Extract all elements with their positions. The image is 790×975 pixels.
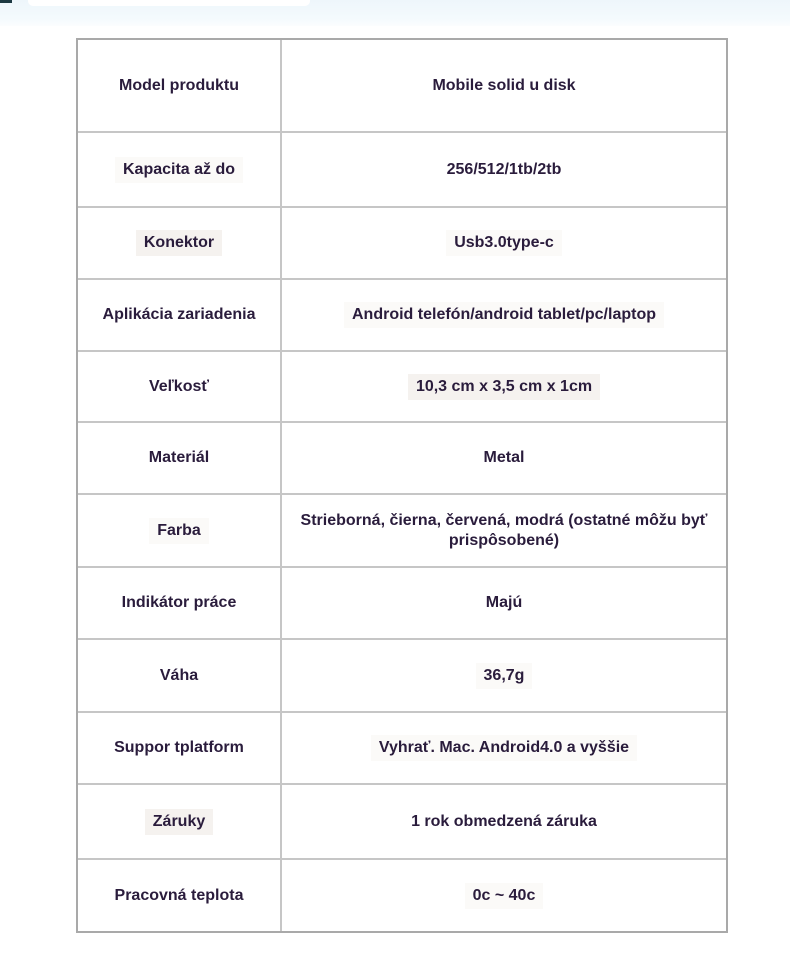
- spec-label: Materiál: [148, 449, 210, 466]
- spec-label: Záruky: [145, 809, 213, 835]
- spec-value: 10,3 cm x 3,5 cm x 1cm: [408, 374, 600, 400]
- spec-value-cell: [282, 713, 726, 785]
- spec-label: Kapacita až do: [115, 157, 243, 183]
- spec-label: Veľkosť: [148, 377, 210, 395]
- spec-label-cell: [78, 40, 282, 133]
- spec-label-cell: [78, 495, 282, 568]
- spec-value: 36,7g: [476, 663, 533, 689]
- spec-label: Pracovná teplota: [114, 886, 244, 904]
- spec-label-cell: [78, 208, 282, 280]
- spec-value-cell: [282, 208, 726, 280]
- spec-label: Konektor: [136, 230, 222, 256]
- spec-value: 256/512/1tb/2tb: [446, 160, 562, 178]
- spec-label-cell: [78, 568, 282, 640]
- spec-label-cell: [78, 640, 282, 713]
- spec-value-cell: [282, 785, 726, 860]
- spec-value-cell: [282, 280, 726, 352]
- spec-value-cell: [282, 40, 726, 133]
- spec-value: Android telefón/android tablet/pc/laptop: [344, 302, 664, 328]
- spec-value-cell: [282, 423, 726, 495]
- header-tab-shape: [28, 0, 310, 6]
- spec-value-cell: [282, 352, 726, 423]
- spec-label-cell: [78, 713, 282, 785]
- spec-label-cell: [78, 352, 282, 423]
- product-spec-table: [76, 38, 728, 933]
- spec-value: 0c ~ 40c: [465, 883, 544, 909]
- spec-value-cell: [282, 860, 726, 931]
- spec-value-cell: [282, 640, 726, 713]
- spec-value: Mobile solid u disk: [432, 76, 576, 94]
- spec-label: Farba: [149, 518, 209, 544]
- spec-label: Aplikácia zariadenia: [102, 306, 256, 323]
- spec-value: Strieborná, čierna, červená, modrá (ostatné môžu byť prispôsobené): [300, 511, 708, 549]
- spec-label-cell: [78, 860, 282, 931]
- header-corner-mark: [0, 0, 12, 3]
- page-header-strip: [0, 0, 790, 26]
- spec-value: Majú: [485, 594, 523, 611]
- spec-label: Suppor tplatform: [114, 739, 244, 756]
- spec-value: Vyhrať. Mac. Android4.0 a vyššie: [371, 735, 637, 761]
- spec-label: Indikátor práce: [121, 594, 237, 611]
- spec-value: Usb3.0type-c: [446, 230, 562, 256]
- spec-value: Metal: [483, 449, 525, 466]
- spec-label-cell: [78, 133, 282, 208]
- spec-label: Model produktu: [119, 76, 239, 94]
- spec-label-cell: [78, 280, 282, 352]
- spec-value-cell: [282, 568, 726, 640]
- spec-value: 1 rok obmedzená záruka: [411, 812, 597, 830]
- spec-value-cell: [282, 133, 726, 208]
- spec-label: Váha: [159, 666, 199, 684]
- spec-value-cell: [282, 495, 726, 568]
- spec-label-cell: [78, 785, 282, 860]
- spec-label-cell: [78, 423, 282, 495]
